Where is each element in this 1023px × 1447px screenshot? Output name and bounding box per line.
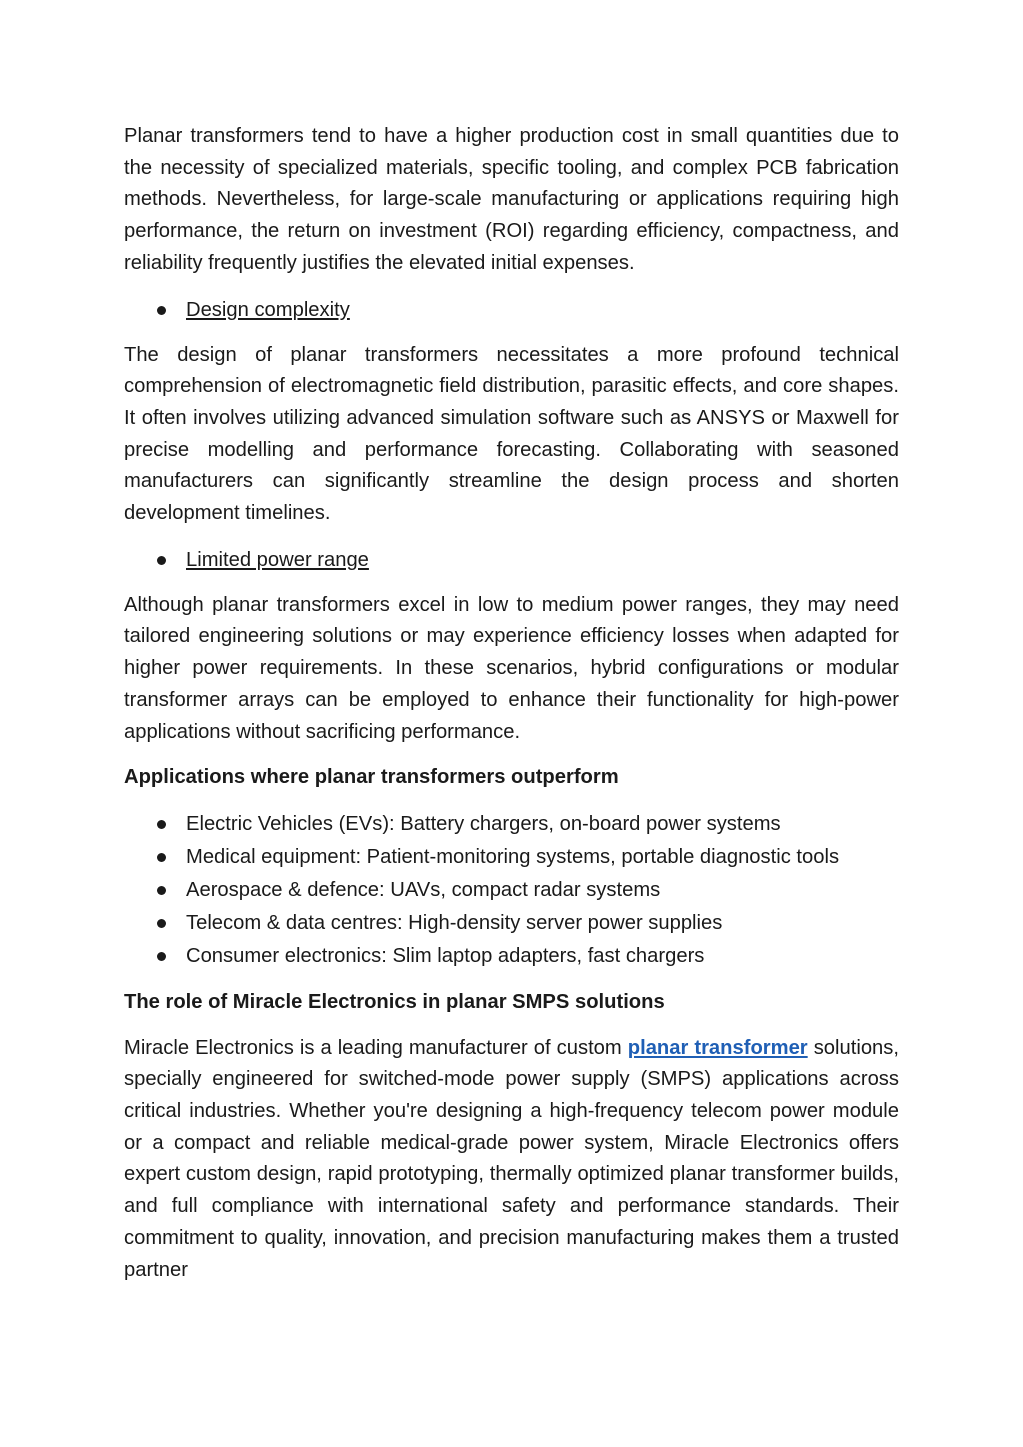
bullet-icon	[157, 853, 166, 862]
bullet-icon	[157, 820, 166, 829]
list-item	[124, 841, 899, 874]
list-item	[124, 940, 899, 973]
list-item	[124, 544, 899, 577]
bullet-icon	[157, 886, 166, 895]
application-text: Telecom & data centres: High-density server power supplies	[186, 911, 723, 934]
application-text: Consumer electronics: Slim laptop adapters, fast chargers	[186, 944, 705, 967]
design-paragraph: The design of planar transformers necessitates a more profound technical comprehension of electromagnetic field distribution, parasitic effects, and core shapes. It often involves utilizing advanced simulation software such as ANSYS or Maxwell for precise modelling and performance forecasting. Collaborating with seasoned manufacturers can significantly streamline the design process and shorten development timelines.	[124, 343, 899, 525]
bullet-icon	[157, 306, 166, 315]
bullet-icon	[157, 919, 166, 928]
planar-transformer-link[interactable]: planar transformer	[627, 1036, 808, 1059]
bullet-icon	[157, 556, 166, 565]
bullet-icon	[157, 952, 166, 961]
design-complexity-subheading: Design complexity	[186, 298, 350, 321]
limited-power-subheading: Limited power range	[186, 548, 369, 571]
application-text: Aerospace & defence: UAVs, compact radar systems	[186, 878, 661, 901]
limited-power-list	[124, 544, 899, 577]
role-heading: The role of Miracle Electronics in planar SMPS solutions	[124, 990, 665, 1013]
miracle-text-start: Miracle Electronics is a leading manufacturer of custom	[124, 1036, 628, 1059]
design-complexity-list	[124, 294, 899, 327]
document-page	[124, 121, 899, 1300]
cost-paragraph: Planar transformers tend to have a higher production cost in small quantities due to the necessity of specialized materials, specific tooling, and complex PCB fabrication methods. Nevertheless, for large-scale manufacturing or applications requiring high performance, the return on investment (ROI) regarding efficiency, compactness, and reliability frequently justifies the elevated initial expenses.	[124, 125, 899, 274]
list-item	[124, 808, 899, 841]
miracle-paragraph	[124, 1033, 899, 1287]
applications-list	[124, 808, 899, 973]
miracle-text-end: solutions, specially engineered for switched-mode power supply (SMPS) applications across critical industries. Whether you're designing a high-frequency telecom power module or a compact and reliable medical-grade power system, Miracle Electronics offers expert custom design, rapid prototyping, thermally optimized planar transformer builds, and full compliance with international safety and performance standards. Their commitment to quality, innovation, and precision manufacturing makes them a trusted partner	[124, 1036, 899, 1281]
list-item	[124, 907, 899, 940]
application-text: Medical equipment: Patient-monitoring systems, portable diagnostic tools	[186, 845, 840, 868]
list-item	[124, 874, 899, 907]
power-paragraph: Although planar transformers excel in low to medium power ranges, they may need tailored engineering solutions or may experience efficiency losses when adapted for higher power requirements. In these scenarios, hybrid configurations or modular transformer arrays can be employed to enhance their functionality for high-power applications without sacrificing performance.	[124, 593, 899, 743]
list-item	[124, 294, 899, 327]
application-text: Electric Vehicles (EVs): Battery chargers, on-board power systems	[186, 812, 781, 835]
applications-heading: Applications where planar transformers outperform	[124, 766, 619, 789]
